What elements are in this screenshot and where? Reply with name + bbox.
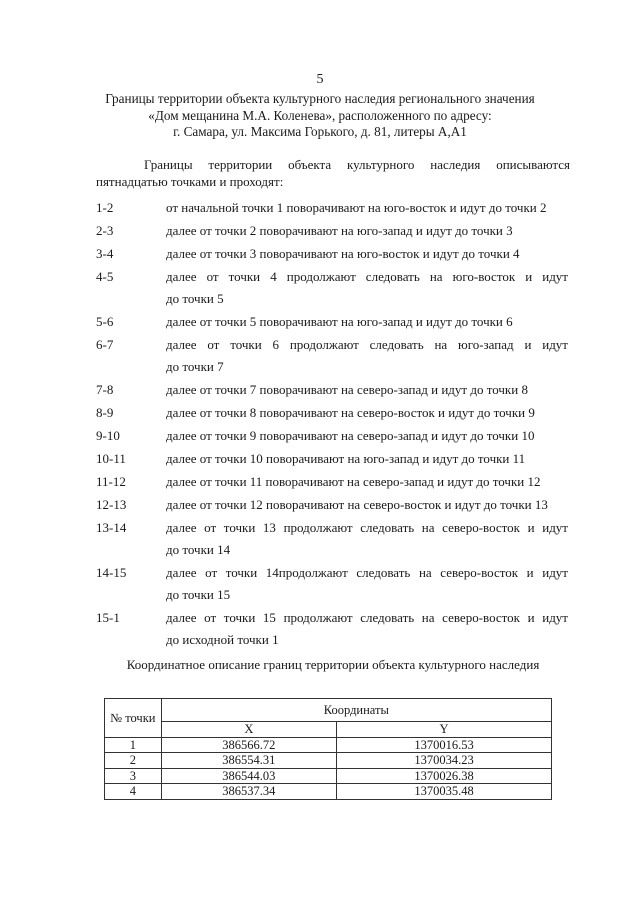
boundary-segment [96, 425, 576, 447]
boundary-segment [96, 266, 576, 310]
y-coordinate-cell: 1370034.23 [337, 753, 552, 769]
point-cell: 1 [105, 737, 162, 753]
point-column-header: № точки [105, 699, 162, 738]
y-coordinate-cell: 1370026.38 [337, 768, 552, 784]
boundary-segment [96, 379, 576, 401]
segment-description-line: далее от точки 7 поворачивают на северо-запад и идут до точки 8 [166, 382, 528, 397]
segment-description-line: далее от точки 14продолжают следовать на северо-восток и идут [166, 565, 568, 580]
segment-code: 14-15 [96, 565, 127, 580]
segment-description-line: далее от точки 13 продолжают следовать на северо-восток и идут [166, 520, 568, 535]
x-coordinate-cell: 386566.72 [161, 737, 336, 753]
segment-description-line: от начальной точки 1 поворачивают на юго-восток и идут до точки 2 [166, 200, 547, 215]
segment-description-line: далее от точки 4 продолжают следовать на юго-восток и идут [166, 269, 568, 284]
segment-description-line: до точки 7 [166, 359, 224, 374]
page-number: 5 [316, 72, 324, 87]
y-column-header: Y [337, 722, 552, 738]
segment-description-line: до точки 15 [166, 587, 231, 602]
segment-code: 4-5 [96, 269, 114, 284]
boundary-segment [96, 607, 576, 651]
segment-description-line: далее от точки 10 поворачивают на юго-запад и идут до точки 11 [166, 451, 526, 466]
segment-description-line: далее от точки 6 продолжают следовать на юго-запад и идут [166, 337, 568, 352]
intro-line: пятнадцатью точками и проходят: [96, 174, 284, 189]
coordinates-table-body [105, 737, 552, 799]
segment-code: 13-14 [96, 520, 127, 535]
segment-description-line: далее от точки 8 поворачивают на северо-восток и идут до точки 9 [166, 405, 535, 420]
boundary-segment [96, 448, 576, 470]
segment-code: 9-10 [96, 428, 120, 443]
coordinates-header: Координаты [161, 699, 551, 722]
segment-code: 3-4 [96, 246, 114, 261]
segment-code: 8-9 [96, 405, 114, 420]
boundary-segment [96, 494, 576, 516]
x-coordinate-cell: 386537.34 [161, 784, 336, 800]
boundary-segment [96, 311, 576, 333]
segment-code: 11-12 [96, 474, 126, 489]
table-row [105, 737, 552, 753]
boundary-segment [96, 402, 576, 424]
coordinates-table [104, 698, 552, 800]
point-cell: 4 [105, 784, 162, 800]
boundary-segment [96, 562, 576, 606]
intro-paragraph [96, 156, 570, 190]
table-row [105, 768, 552, 784]
segment-description-line: далее от точки 11 поворачивают на северо-запад и идут до точки 12 [166, 474, 541, 489]
segment-description-line: далее от точки 2 поворачивают на юго-запад и идут до точки 3 [166, 223, 513, 238]
segment-code: 12-13 [96, 497, 127, 512]
segment-code: 7-8 [96, 382, 114, 397]
y-coordinate-cell: 1370016.53 [337, 737, 552, 753]
document-title [60, 91, 580, 141]
boundary-segment [96, 517, 576, 561]
segment-description-line: до точки 5 [166, 291, 224, 306]
segment-code: 15-1 [96, 610, 120, 625]
coordinates-caption: Координатное описание границ территории объекта культурного наследия [126, 657, 540, 672]
segment-code: 1-2 [96, 200, 114, 215]
boundary-segment [96, 220, 576, 242]
boundary-segment [96, 334, 576, 378]
segment-description-line: до исходной точки 1 [166, 632, 279, 647]
boundary-segment [96, 243, 576, 265]
segment-code: 5-6 [96, 314, 114, 329]
boundary-segment [96, 471, 576, 493]
boundary-segment [96, 197, 576, 219]
segment-description-line: далее от точки 3 поворачивают на юго-восток и идут до точки 4 [166, 246, 520, 261]
title-line: г. Самара, ул. Максима Горького, д. 81, литеры А,А1 [173, 124, 467, 139]
title-line: Границы территории объекта культурного наследия регионального значения [105, 91, 535, 106]
x-column-header: X [161, 722, 336, 738]
segment-code: 10-11 [96, 451, 126, 466]
intro-line: Границы территории объекта культурного наследия описываются [144, 157, 570, 172]
segment-code: 6-7 [96, 337, 114, 352]
table-row [105, 753, 552, 769]
segment-description-line: до точки 14 [166, 542, 231, 557]
segment-code: 2-3 [96, 223, 114, 238]
table-row [105, 784, 552, 800]
segment-description-line: далее от точки 5 поворачивают на юго-запад и идут до точки 6 [166, 314, 513, 329]
segment-description-line: далее от точки 12 поворачивают на северо-восток и идут до точки 13 [166, 497, 548, 512]
x-coordinate-cell: 386554.31 [161, 753, 336, 769]
segment-description-line: далее от точки 15 продолжают следовать на северо-восток и идут [166, 610, 568, 625]
point-cell: 2 [105, 753, 162, 769]
point-cell: 3 [105, 768, 162, 784]
y-coordinate-cell: 1370035.48 [337, 784, 552, 800]
x-coordinate-cell: 386544.03 [161, 768, 336, 784]
segment-description-line: далее от точки 9 поворачивают на северо-запад и идут до точки 10 [166, 428, 535, 443]
title-line: «Дом мещанина М.А. Коленева», расположенного по адресу: [148, 107, 492, 123]
